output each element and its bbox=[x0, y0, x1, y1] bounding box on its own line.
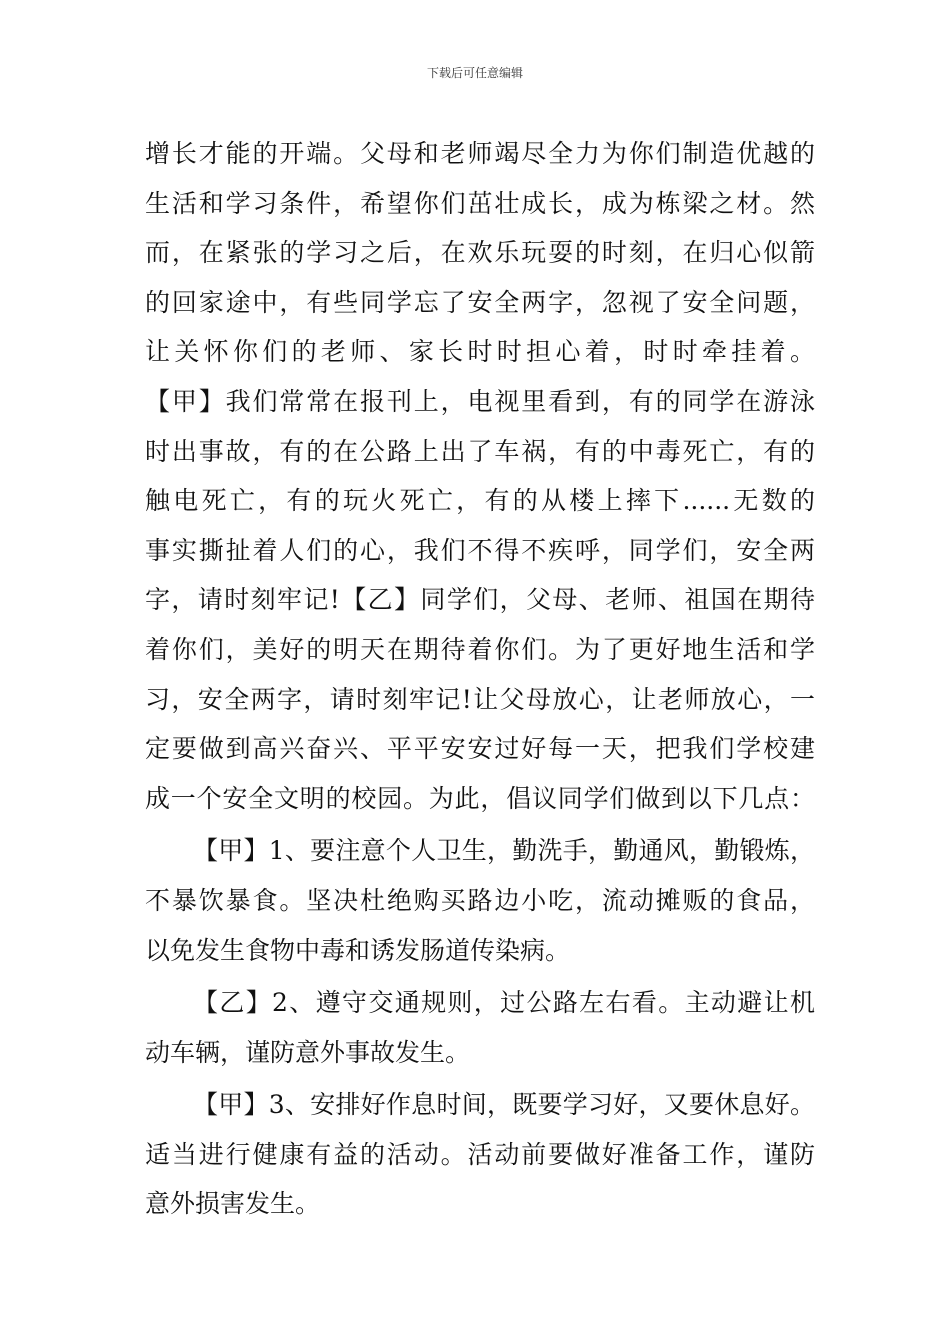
text-line: 让关怀你们的老师、家长时时担心着，时时牵挂着。 bbox=[145, 337, 815, 367]
text-line: 成一个安全文明的校园。为此，倡议同学们做到以下几点： bbox=[145, 783, 815, 813]
text-line: 定要做到高兴奋兴、平平安安过好每一天，把我们学校建 bbox=[145, 734, 815, 764]
page-header: 下载后可任意编辑 bbox=[426, 66, 523, 80]
text-line: 触电死亡，有的玩火死亡，有的从楼上摔下......无数的 bbox=[145, 486, 815, 516]
text-line: 而，在紧张的学习之后，在欢乐玩耍的时刻，在归心似箭 bbox=[145, 238, 815, 268]
text-line: 意外损害发生。 bbox=[145, 1189, 321, 1219]
text-line: 动车辆，谨防意外事故发生。 bbox=[145, 1037, 471, 1067]
text-line: 事实撕扯着人们的心，我们不得不疾呼，同学们，安全两 bbox=[145, 535, 815, 565]
text-line: 习，安全两字，请时刻牢记!让父母放心，让老师放心，一 bbox=[145, 684, 815, 714]
text-line: 增长才能的开端。父母和老师竭尽全力为你们制造优越的 bbox=[145, 139, 815, 168]
text-line: 不暴饮暴食。坚决杜绝购买路边小吃，流动摊贩的食品， bbox=[145, 885, 815, 915]
document-body bbox=[145, 129, 815, 1229]
text-line: 的回家途中，有些同学忘了安全两字，忽视了安全问题， bbox=[145, 287, 815, 317]
text-line: 【乙】2、遵守交通规则，过公路左右看。主动避让机 bbox=[193, 988, 815, 1018]
text-line: 以免发生食物中毒和诱发肠道传染病。 bbox=[145, 935, 571, 965]
text-line: 时出事故，有的在公路上出了车祸，有的中毒死亡，有的 bbox=[145, 436, 815, 466]
text-line: 字，请时刻牢记!【乙】同学们，父母、老师、祖国在期待 bbox=[145, 585, 815, 615]
text-line: 【甲】1、要注意个人卫生，勤洗手，勤通风，勤锻炼， bbox=[193, 836, 815, 866]
text-line: 生活和学习条件，希望你们茁壮成长，成为栋梁之材。然 bbox=[145, 188, 815, 218]
text-line: 【甲】3、安排好作息时间，既要学习好，又要休息好。 bbox=[193, 1090, 815, 1120]
text-line: 适当进行健康有益的活动。活动前要做好准备工作，谨防 bbox=[145, 1139, 815, 1169]
text-line: 【甲】我们常常在报刊上，电视里看到，有的同学在游泳 bbox=[145, 386, 815, 416]
text-line: 着你们，美好的明天在期待着你们。为了更好地生活和学 bbox=[145, 634, 815, 664]
